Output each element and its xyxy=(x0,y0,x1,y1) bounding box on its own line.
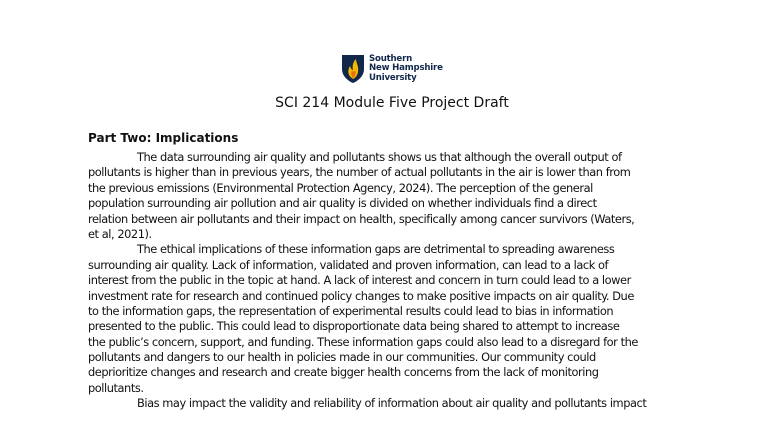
text-line: relation between air pollutants and their impact on health, specifically among cancer survivors (Waters, xyxy=(88,211,635,226)
text-line: The data surrounding air quality and pollutants shows us that although the overall output of xyxy=(137,150,622,164)
text-line: surrounding air quality. Lack of information, validated and proven information, can lead to a lack of xyxy=(88,257,609,272)
text-line: investment rate for research and continued policy changes to make positive impacts on air quality. Due xyxy=(88,288,634,303)
text-line: Bias may impact the validity and reliability of information about air quality and pollutants impact xyxy=(137,396,647,411)
logo-wordmark xyxy=(369,55,443,83)
university-logo xyxy=(341,54,443,84)
text-line: the previous emissions (Environmental Protection Agency, 2024). The perception of the general xyxy=(88,180,593,195)
text-line: to the information gaps, the representation of experimental results could lead to bias in information xyxy=(88,303,614,318)
document-title: SCI 214 Module Five Project Draft xyxy=(275,95,509,111)
text-line: pollutants is higher than in previous years, the number of actual pollutants in the air is lower than from xyxy=(88,165,631,180)
shield-flame-icon xyxy=(341,54,365,84)
text-line: deprioritize changes and research and create bigger health concerns from the lack of monitoring xyxy=(88,365,599,380)
section-heading: Part Two: Implications xyxy=(88,131,239,145)
text-line: et al, 2021). xyxy=(88,226,152,241)
text-line: presented to the public. This could lead to disproportionate data being shared to attempt to increase xyxy=(88,319,620,334)
text-line: pollutants. xyxy=(88,380,144,395)
logo-line-1: Southern xyxy=(369,54,413,65)
text-line: The ethical implications of these information gaps are detrimental to spreading awareness xyxy=(137,242,615,257)
text-line: the public’s concern, support, and funding. These information gaps could also lead to a disregard for the xyxy=(88,334,638,349)
text-line: pollutants and dangers to our health in policies made in our communities. Our community could xyxy=(88,350,596,365)
text-line: population surrounding air pollution and air quality is divided on whether individuals find a direct xyxy=(88,196,597,211)
logo-line-3: University xyxy=(369,72,417,83)
body-text xyxy=(88,150,708,412)
text-line: interest from the public in the topic at hand. A lack of interest and concern in turn could lead to a lower xyxy=(88,273,631,288)
logo-line-2: New Hampshire xyxy=(369,63,443,74)
